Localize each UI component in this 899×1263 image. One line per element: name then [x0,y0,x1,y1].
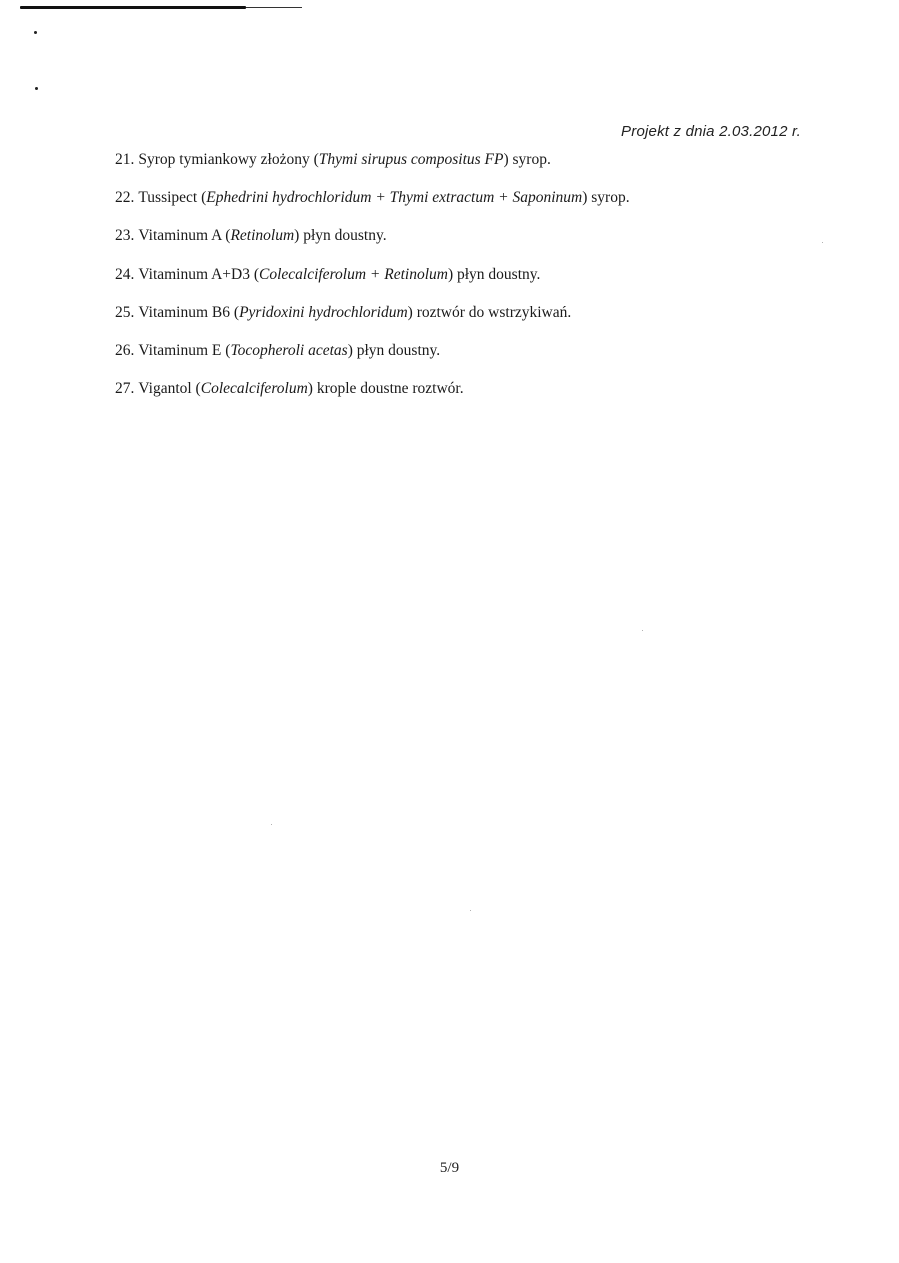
item-form: ) płyn doustny. [294,227,387,245]
item-latin-name: Ephedrini hydrochloridum + Thymi extractum + Saponinum [206,189,583,207]
project-date-note: Projekt z dnia 2.03.2012 r. [621,123,801,140]
list-item [115,225,630,263]
item-form: ) krople doustne roztwór. [307,380,464,398]
item-number: 26. [115,341,135,359]
scan-edge-mark [20,6,246,9]
item-latin-name: Retinolum [230,227,295,245]
item-number: 21. [115,151,135,168]
punch-hole-mark [35,87,38,90]
item-latin-name: Pyridoxini hydrochloridum [239,303,408,321]
item-name: Vitaminum A+D3 ( [138,265,259,283]
item-number: 25. [115,303,135,321]
item-number: 22. [115,189,135,207]
item-number: 27. [115,380,135,398]
item-form: ) syrop. [582,189,630,207]
item-name: Vitaminum B6 ( [138,303,240,321]
scan-edge-mark-tail [246,7,302,8]
item-form: ) płyn doustny. [347,341,441,359]
item-latin-name: Colecalciferolum [200,380,308,398]
item-name: Vitaminum A ( [138,227,231,245]
item-number: 24. [115,265,135,283]
item-name: Vigantol ( [138,380,201,398]
item-number: 23. [115,227,135,245]
page-number: 5/9 [439,1160,460,1176]
list-item [115,378,630,416]
item-form: ) płyn doustny. [447,265,541,283]
item-form: ) syrop. [503,151,551,168]
scan-speck [822,242,823,243]
medicine-list [115,149,630,416]
scan-speck [271,824,272,825]
list-item [115,264,630,302]
list-item [115,340,630,378]
punch-hole-mark [34,31,37,34]
scan-speck [470,910,471,911]
item-form: ) roztwór do wstrzykiwań. [407,303,572,321]
scan-speck [642,630,643,631]
item-name: Vitaminum E ( [138,341,231,359]
item-name: Tussipect ( [138,189,207,207]
list-item [115,187,630,225]
item-latin-name: Colecalciferolum + Retinolum [258,265,448,283]
list-item [115,302,630,340]
item-latin-name: Tocopheroli acetas [230,341,348,359]
item-name: Syrop tymiankowy złożony ( [138,151,319,168]
item-latin-name: Thymi sirupus compositus FP [318,151,504,168]
list-item [115,149,630,187]
